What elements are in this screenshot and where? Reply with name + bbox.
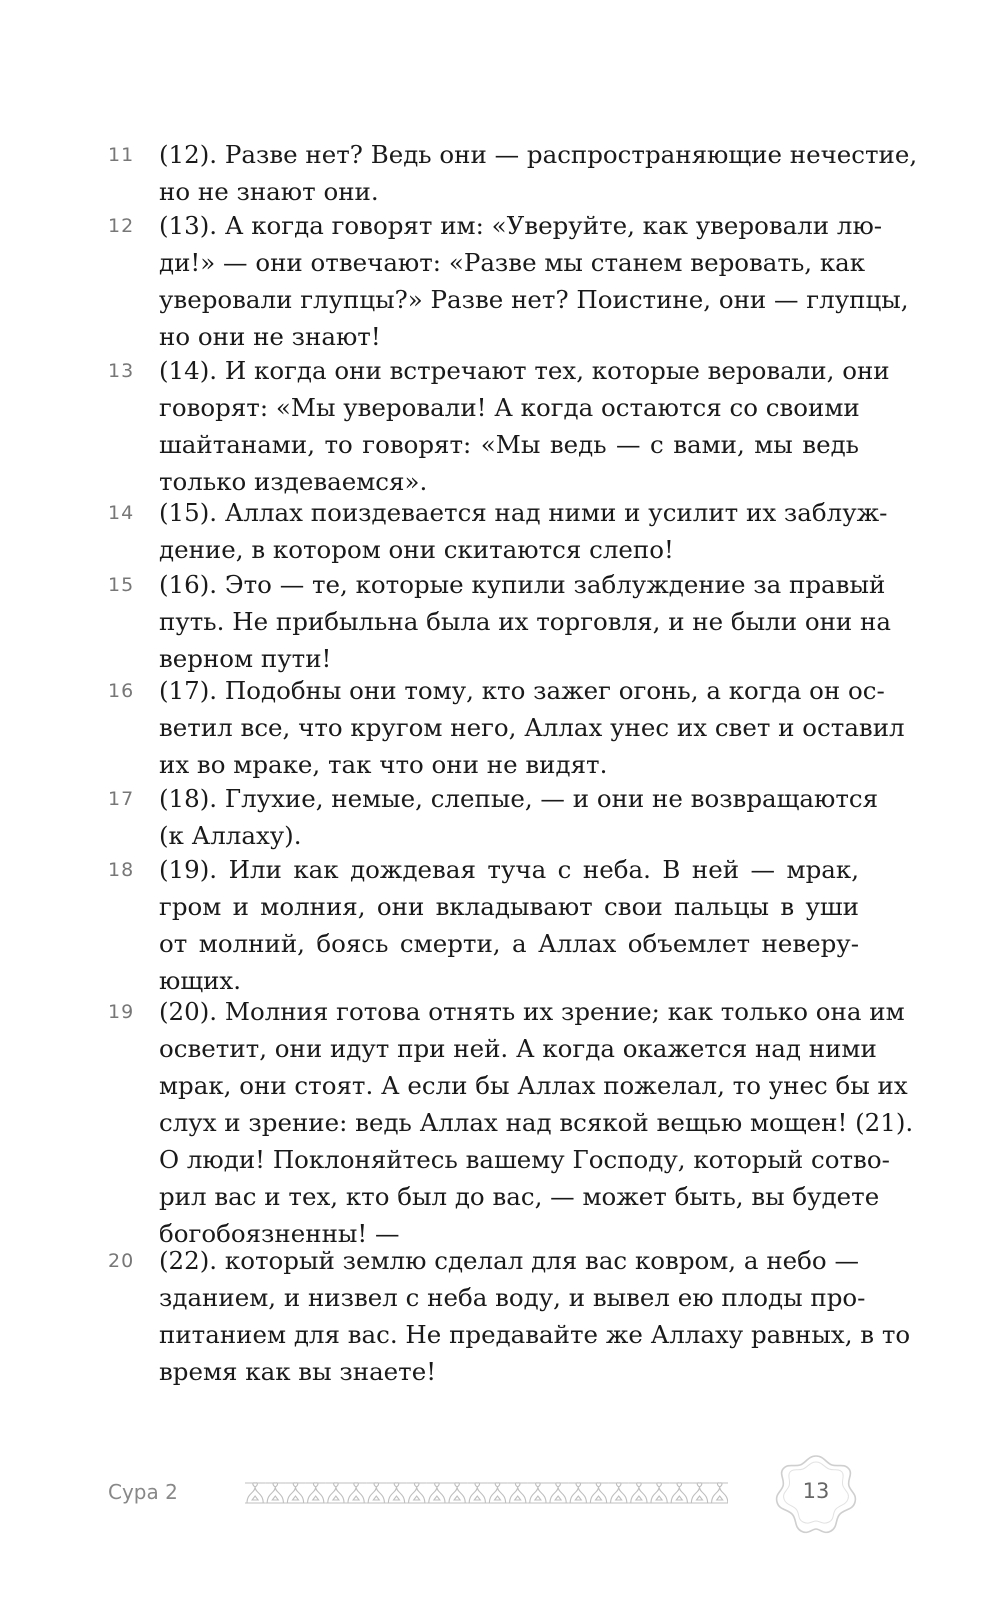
verse-line: но не знают они. — [159, 177, 379, 206]
verse-line: (к Аллаху). — [159, 821, 302, 850]
verse-line: время как вы знаете! — [159, 1357, 437, 1386]
verse-text — [159, 851, 859, 999]
verse-number: 17 — [108, 788, 135, 810]
verse-number: 19 — [108, 1001, 135, 1023]
page-number: 13 — [802, 1479, 830, 1503]
verse-number: 11 — [108, 144, 135, 166]
ornament-motif — [306, 1483, 326, 1503]
verse-line: от молний, боясь смерти, а Аллах объемлет неверу- — [159, 929, 859, 958]
ornament-motif — [548, 1483, 568, 1503]
ornament-motif — [689, 1483, 709, 1503]
ornament-motif — [346, 1483, 366, 1503]
verse-text — [159, 494, 888, 568]
verse-text — [159, 136, 918, 210]
verse-line: уверовали глупцы?» Разве нет? Поистине, они — глупцы, — [159, 285, 909, 314]
verse-number: 14 — [108, 502, 135, 524]
verse-line: рил вас и тех, кто был до вас, — может быть, вы будете — [159, 1182, 880, 1211]
verse-line: (12). Разве нет? Ведь они — распространяющие нечестие, — [159, 140, 918, 169]
verse-line: богобоязненны! — — [159, 1219, 400, 1248]
footer-surah-label: Сура 2 — [108, 1480, 178, 1504]
verse-number: 15 — [108, 574, 135, 596]
verse-line: О люди! Поклоняйтесь вашему Господу, который сотво- — [159, 1145, 890, 1174]
ornament-motif — [649, 1483, 669, 1503]
verse-text — [159, 1242, 911, 1390]
ornament-motif — [366, 1483, 386, 1503]
ornament-motif — [669, 1483, 689, 1503]
verse-line: (13). А когда говорят им: «Уверуйте, как уверовали лю- — [159, 211, 883, 240]
ornament-motif — [508, 1483, 528, 1503]
verse-line: ветил все, что кругом него, Аллах унес их свет и оставил — [159, 713, 905, 742]
verse-text — [159, 780, 879, 854]
verse-text — [159, 993, 914, 1252]
ornament-motif — [568, 1483, 588, 1503]
ornament-motif — [629, 1483, 649, 1503]
ornament-motif — [285, 1483, 305, 1503]
ornament-motif — [487, 1483, 507, 1503]
verse-line: ди!» — они отвечают: «Разве мы станем веровать, как — [159, 248, 866, 277]
ornament-motif — [386, 1483, 406, 1503]
verse-line: осветит, они идут при ней. А когда окажется над ними — [159, 1034, 877, 1063]
verse-number: 18 — [108, 859, 135, 881]
verse-text — [159, 566, 891, 677]
ornament-motif — [710, 1483, 728, 1503]
verse-text — [159, 352, 890, 500]
verse-line: но они не знают! — [159, 322, 381, 351]
verse-number: 16 — [108, 680, 135, 702]
verse-line: (16). Это — те, которые купили заблуждение за правый — [159, 570, 886, 599]
verse-line: (20). Молния готова отнять их зрение; как только она им — [159, 997, 905, 1026]
ornament-motif — [407, 1483, 427, 1503]
verse-line: (19). Или как дождевая туча с неба. В ней — мрак, — [159, 855, 859, 884]
verse-text — [159, 207, 909, 355]
verse-line: зданием, и низвел с неба воду, и вывел ею плоды про- — [159, 1283, 866, 1312]
verse-line: питанием для вас. Не предавайте же Аллаху равных, в то — [159, 1320, 911, 1349]
verse-line: (18). Глухие, немые, слепые, — и они не возвращаются — [159, 784, 879, 813]
ornament-motif — [528, 1483, 548, 1503]
verse-text — [159, 672, 905, 783]
verse-line: (14). И когда они встречают тех, которые веровали, они — [159, 356, 890, 385]
ornament-motif — [265, 1483, 285, 1503]
verse-number: 12 — [108, 215, 135, 237]
ornament-motif — [447, 1483, 467, 1503]
ornament-motif — [326, 1483, 346, 1503]
verse-line: гром и молния, они вкладывают свои пальцы в уши — [159, 892, 859, 921]
verse-line: шайтанами, то говорят: «Мы ведь — с вами, мы ведь — [159, 430, 859, 459]
verse-line: дение, в котором они скитаются слепо! — [159, 535, 674, 564]
verse-line: слух и зрение: ведь Аллах над всякой вещью мощен! (21). — [159, 1108, 914, 1137]
verse-line: верном пути! — [159, 644, 332, 673]
verse-line: (17). Подобны они тому, кто зажег огонь, а когда он ос- — [159, 676, 885, 705]
verse-number: 13 — [108, 360, 135, 382]
ornament-motif — [245, 1483, 265, 1503]
ornament-motif — [609, 1483, 629, 1503]
verse-line: только издеваемся». — [159, 467, 428, 496]
verse-line: ющих. — [159, 966, 242, 995]
verse-line: их во мраке, так что они не видят. — [159, 750, 608, 779]
verse-line: (15). Аллах поиздевается над ними и усилит их заблуж- — [159, 498, 888, 527]
verse-line: говорят: «Мы уверовали! А когда остаются со своими — [159, 393, 860, 422]
verse-line: мрак, они стоят. А если бы Аллах пожелал, то унес бы их — [159, 1071, 908, 1100]
verse-line: путь. Не прибыльна была их торговля, и не были они на — [159, 607, 891, 636]
ornament-motif — [588, 1483, 608, 1503]
floral-border-ornament-icon — [243, 1479, 728, 1507]
ornament-motif — [427, 1483, 447, 1503]
verse-number: 20 — [108, 1250, 135, 1272]
ornament-motif — [467, 1483, 487, 1503]
verse-line: (22). который землю сделал для вас ковром, а небо — — [159, 1246, 859, 1275]
